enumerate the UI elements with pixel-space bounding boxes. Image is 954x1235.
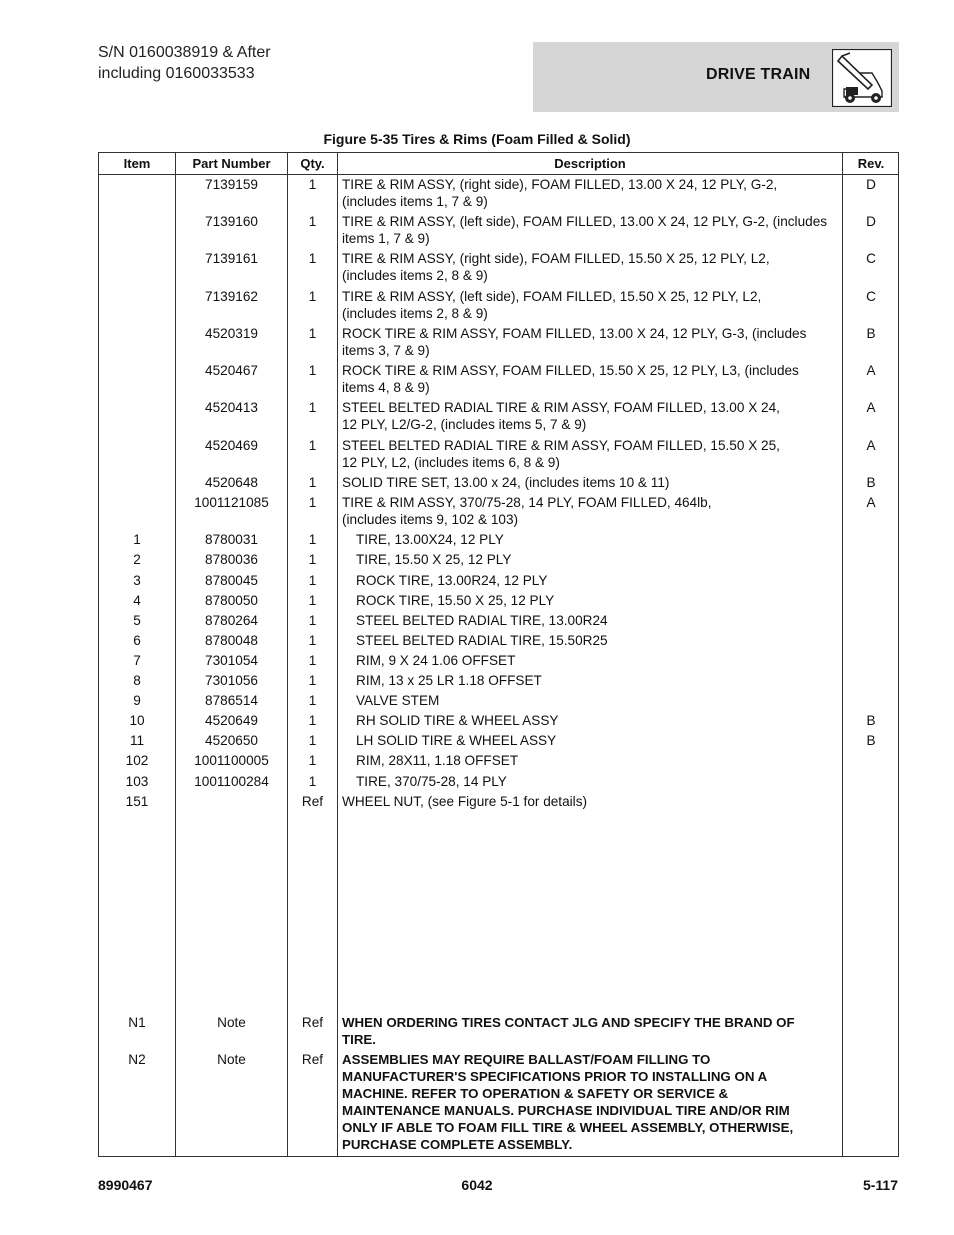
quantity: 1 — [308, 633, 317, 648]
column-header-description: Description — [554, 156, 626, 171]
part-number: 7139159 — [205, 177, 258, 192]
part-number: 8780264 — [205, 613, 258, 628]
description-line: items 3, 7 & 9) — [342, 343, 430, 358]
part-number: 8780036 — [205, 552, 258, 567]
description-line: STEEL BELTED RADIAL TIRE & RIM ASSY, FOAM FILLED, 13.00 X 24, — [342, 400, 780, 415]
footer-page-number: 5-117 — [862, 1177, 898, 1193]
column-header-rev: Rev. — [857, 156, 885, 171]
header-divider — [99, 174, 898, 175]
revision: C — [866, 251, 876, 266]
quantity: 1 — [308, 593, 317, 608]
item-number: 102 — [125, 753, 149, 768]
quantity: 1 — [308, 438, 317, 453]
section-title: DRIVE TRAIN — [706, 66, 811, 83]
description — [342, 474, 838, 491]
quantity: 1 — [308, 774, 317, 789]
description-line: LH SOLID TIRE & WHEEL ASSY — [356, 733, 557, 748]
description-line: TIRE & RIM ASSY, (left side), FOAM FILLED, 15.50 X 25, 12 PLY, L2, — [342, 289, 762, 304]
part-number: 7139161 — [205, 251, 258, 266]
description-line: SOLID TIRE SET, 13.00 x 24, (includes items 10 & 11) — [342, 475, 670, 490]
column-divider — [337, 153, 338, 1156]
revision: B — [866, 326, 876, 341]
description-line: items 4, 8 & 9) — [342, 380, 430, 395]
part-number: 4520467 — [205, 363, 258, 378]
part-number: 4520648 — [205, 475, 258, 490]
description-line: TIRE & RIM ASSY, 370/75-28, 14 PLY, FOAM FILLED, 464lb, — [342, 495, 712, 510]
description-line: TIRE, 370/75-28, 14 PLY — [356, 774, 507, 789]
description — [342, 437, 838, 471]
note-text — [342, 1051, 838, 1153]
part-number: 4520319 — [205, 326, 258, 341]
description — [342, 325, 838, 359]
description — [356, 773, 838, 790]
revision: D — [866, 177, 876, 192]
part-number: 4520413 — [205, 400, 258, 415]
description-line: 12 PLY, L2, (includes items 6, 8 & 9) — [342, 455, 560, 470]
description-line: (includes items 2, 8 & 9) — [342, 306, 488, 321]
quantity: 1 — [308, 673, 317, 688]
quantity: 1 — [308, 573, 317, 588]
note-label: Note — [217, 1015, 246, 1030]
part-number: 7301054 — [205, 653, 258, 668]
description — [342, 793, 838, 810]
note-id: N1 — [128, 1015, 146, 1030]
item-number: 9 — [133, 693, 141, 708]
item-number: 3 — [133, 573, 141, 588]
description-line: STEEL BELTED RADIAL TIRE, 13.00R24 — [356, 613, 608, 628]
revision: A — [866, 495, 876, 510]
description-line: ROCK TIRE, 13.00R24, 12 PLY — [356, 573, 548, 588]
quantity: Ref — [301, 1015, 324, 1030]
note-id: N2 — [128, 1052, 146, 1067]
revision: A — [866, 438, 876, 453]
part-number: 8786514 — [205, 693, 258, 708]
footer-model: 6042 — [461, 1177, 493, 1193]
note-label: Note — [217, 1052, 246, 1067]
serial-line-1: S/N 0160038919 & After — [98, 44, 271, 61]
note-line: ONLY IF ABLE TO FOAM FILL TIRE & WHEEL ASSEMBLY, OTHERWISE, — [342, 1120, 794, 1135]
part-number: 8780031 — [205, 532, 258, 547]
item-number: 2 — [133, 552, 141, 567]
quantity: Ref — [301, 1052, 324, 1067]
column-header-item: Item — [123, 156, 151, 171]
note-line: MAINTENANCE MANUALS. PURCHASE INDIVIDUAL TIRE AND/OR RIM — [342, 1103, 790, 1118]
item-number: 11 — [129, 733, 145, 748]
description-line: WHEEL NUT, (see Figure 5-1 for details) — [342, 794, 588, 809]
quantity: 1 — [308, 495, 317, 510]
description — [356, 551, 838, 568]
revision: B — [866, 733, 876, 748]
item-number: 10 — [129, 713, 145, 728]
description — [342, 250, 838, 284]
description-line: RIM, 9 X 24 1.06 OFFSET — [356, 653, 516, 668]
footer-manual-number: 8990467 — [98, 1177, 153, 1193]
revision: B — [866, 475, 876, 490]
part-number: 1001100005 — [194, 753, 269, 768]
quantity: 1 — [308, 552, 317, 567]
part-number: 8780048 — [205, 633, 258, 648]
description-line: ROCK TIRE, 15.50 X 25, 12 PLY — [356, 593, 555, 608]
part-number: 7139160 — [205, 214, 258, 229]
description-line: RIM, 13 x 25 LR 1.18 OFFSET — [356, 673, 542, 688]
item-number: 103 — [125, 774, 149, 789]
quantity: 1 — [308, 363, 317, 378]
description — [356, 652, 838, 669]
quantity: 1 — [308, 177, 317, 192]
description — [356, 692, 838, 709]
description-line: STEEL BELTED RADIAL TIRE, 15.50R25 — [356, 633, 608, 648]
quantity: 1 — [308, 613, 317, 628]
description-line: RH SOLID TIRE & WHEEL ASSY — [356, 713, 559, 728]
item-number: 8 — [133, 673, 141, 688]
quantity: 1 — [308, 326, 317, 341]
telehandler-machine-icon — [832, 49, 892, 107]
note-line: MACHINE. REFER TO OPERATION & SAFETY OR SERVICE & — [342, 1086, 729, 1101]
quantity: 1 — [308, 753, 317, 768]
serial-number-range — [98, 42, 271, 84]
item-number: 5 — [133, 613, 141, 628]
item-number: 151 — [125, 794, 149, 809]
description-line: items 1, 7 & 9) — [342, 231, 430, 246]
note-line: PURCHASE COMPLETE ASSEMBLY. — [342, 1137, 573, 1152]
description-line: (includes items 2, 8 & 9) — [342, 268, 488, 283]
note-text — [342, 1014, 838, 1048]
part-number: 1001121085 — [194, 495, 269, 510]
description-line: VALVE STEM — [356, 693, 440, 708]
part-number: 4520469 — [205, 438, 258, 453]
part-number: 8780050 — [205, 593, 258, 608]
description — [356, 632, 838, 649]
description-line: ROCK TIRE & RIM ASSY, FOAM FILLED, 15.50 X 25, 12 PLY, L3, (includes — [342, 363, 799, 378]
description — [342, 288, 838, 322]
note-line: MANUFACTURER'S SPECIFICATIONS PRIOR TO INSTALLING ON A — [342, 1069, 768, 1084]
note-line: TIRE. — [342, 1032, 376, 1047]
figure-title: Figure 5-35 Tires & Rims (Foam Filled & Solid) — [323, 131, 631, 147]
description-line: TIRE, 15.50 X 25, 12 PLY — [356, 552, 512, 567]
part-number: 4520650 — [205, 733, 258, 748]
revision: D — [866, 214, 876, 229]
column-header-part-number: Part Number — [192, 156, 271, 171]
revision: B — [866, 713, 876, 728]
description — [356, 612, 838, 629]
quantity: 1 — [308, 475, 317, 490]
revision: C — [866, 289, 876, 304]
description-line: 12 PLY, L2/G-2, (includes items 5, 7 & 9) — [342, 417, 587, 432]
item-number: 1 — [133, 532, 141, 547]
part-number: 4520649 — [205, 713, 258, 728]
part-number: 7139162 — [205, 289, 258, 304]
section-header — [533, 42, 899, 112]
quantity: 1 — [308, 653, 317, 668]
quantity: 1 — [308, 214, 317, 229]
item-number: 6 — [133, 633, 141, 648]
quantity: 1 — [308, 289, 317, 304]
description — [356, 752, 838, 769]
description — [356, 531, 838, 548]
description — [342, 494, 838, 528]
description-line: TIRE & RIM ASSY, (right side), FOAM FILLED, 13.00 X 24, 12 PLY, G-2, — [342, 177, 778, 192]
description — [342, 399, 838, 433]
description-line: TIRE, 13.00X24, 12 PLY — [356, 532, 504, 547]
quantity: 1 — [308, 733, 317, 748]
note-line: WHEN ORDERING TIRES CONTACT JLG AND SPECIFY THE BRAND OF — [342, 1015, 795, 1030]
quantity: 1 — [308, 532, 317, 547]
description-line: ROCK TIRE & RIM ASSY, FOAM FILLED, 13.00 X 24, 12 PLY, G-3, (includes — [342, 326, 807, 341]
part-number: 7301056 — [205, 673, 258, 688]
part-number: 8780045 — [205, 573, 258, 588]
quantity: 1 — [308, 400, 317, 415]
description — [342, 362, 838, 396]
description — [342, 176, 838, 210]
quantity: 1 — [308, 693, 317, 708]
description-line: TIRE & RIM ASSY, (right side), FOAM FILLED, 15.50 X 25, 12 PLY, L2, — [342, 251, 770, 266]
description-line: TIRE & RIM ASSY, (left side), FOAM FILLED, 13.00 X 24, 12 PLY, G-2, (includes — [342, 214, 828, 229]
description — [356, 572, 838, 589]
parts-table — [98, 152, 899, 1157]
description — [356, 592, 838, 609]
item-number: 7 — [133, 653, 141, 668]
description-line: (includes items 1, 7 & 9) — [342, 194, 488, 209]
description-line: STEEL BELTED RADIAL TIRE & RIM ASSY, FOAM FILLED, 15.50 X 25, — [342, 438, 780, 453]
column-header-qty: Qty. — [300, 156, 325, 171]
description — [356, 732, 838, 749]
description — [356, 672, 838, 689]
revision: A — [866, 363, 876, 378]
description — [356, 712, 838, 729]
note-line: ASSEMBLIES MAY REQUIRE BALLAST/FOAM FILLING TO — [342, 1052, 711, 1067]
serial-line-2: including 0160033533 — [98, 65, 255, 82]
description-line: RIM, 28X11, 1.18 OFFSET — [356, 753, 519, 768]
revision: A — [866, 400, 876, 415]
quantity: Ref — [301, 794, 324, 809]
description — [342, 213, 838, 247]
description-line: (includes items 9, 102 & 103) — [342, 512, 519, 527]
part-number: 1001100284 — [194, 774, 269, 789]
quantity: 1 — [308, 251, 317, 266]
quantity: 1 — [308, 713, 317, 728]
item-number: 4 — [133, 593, 141, 608]
